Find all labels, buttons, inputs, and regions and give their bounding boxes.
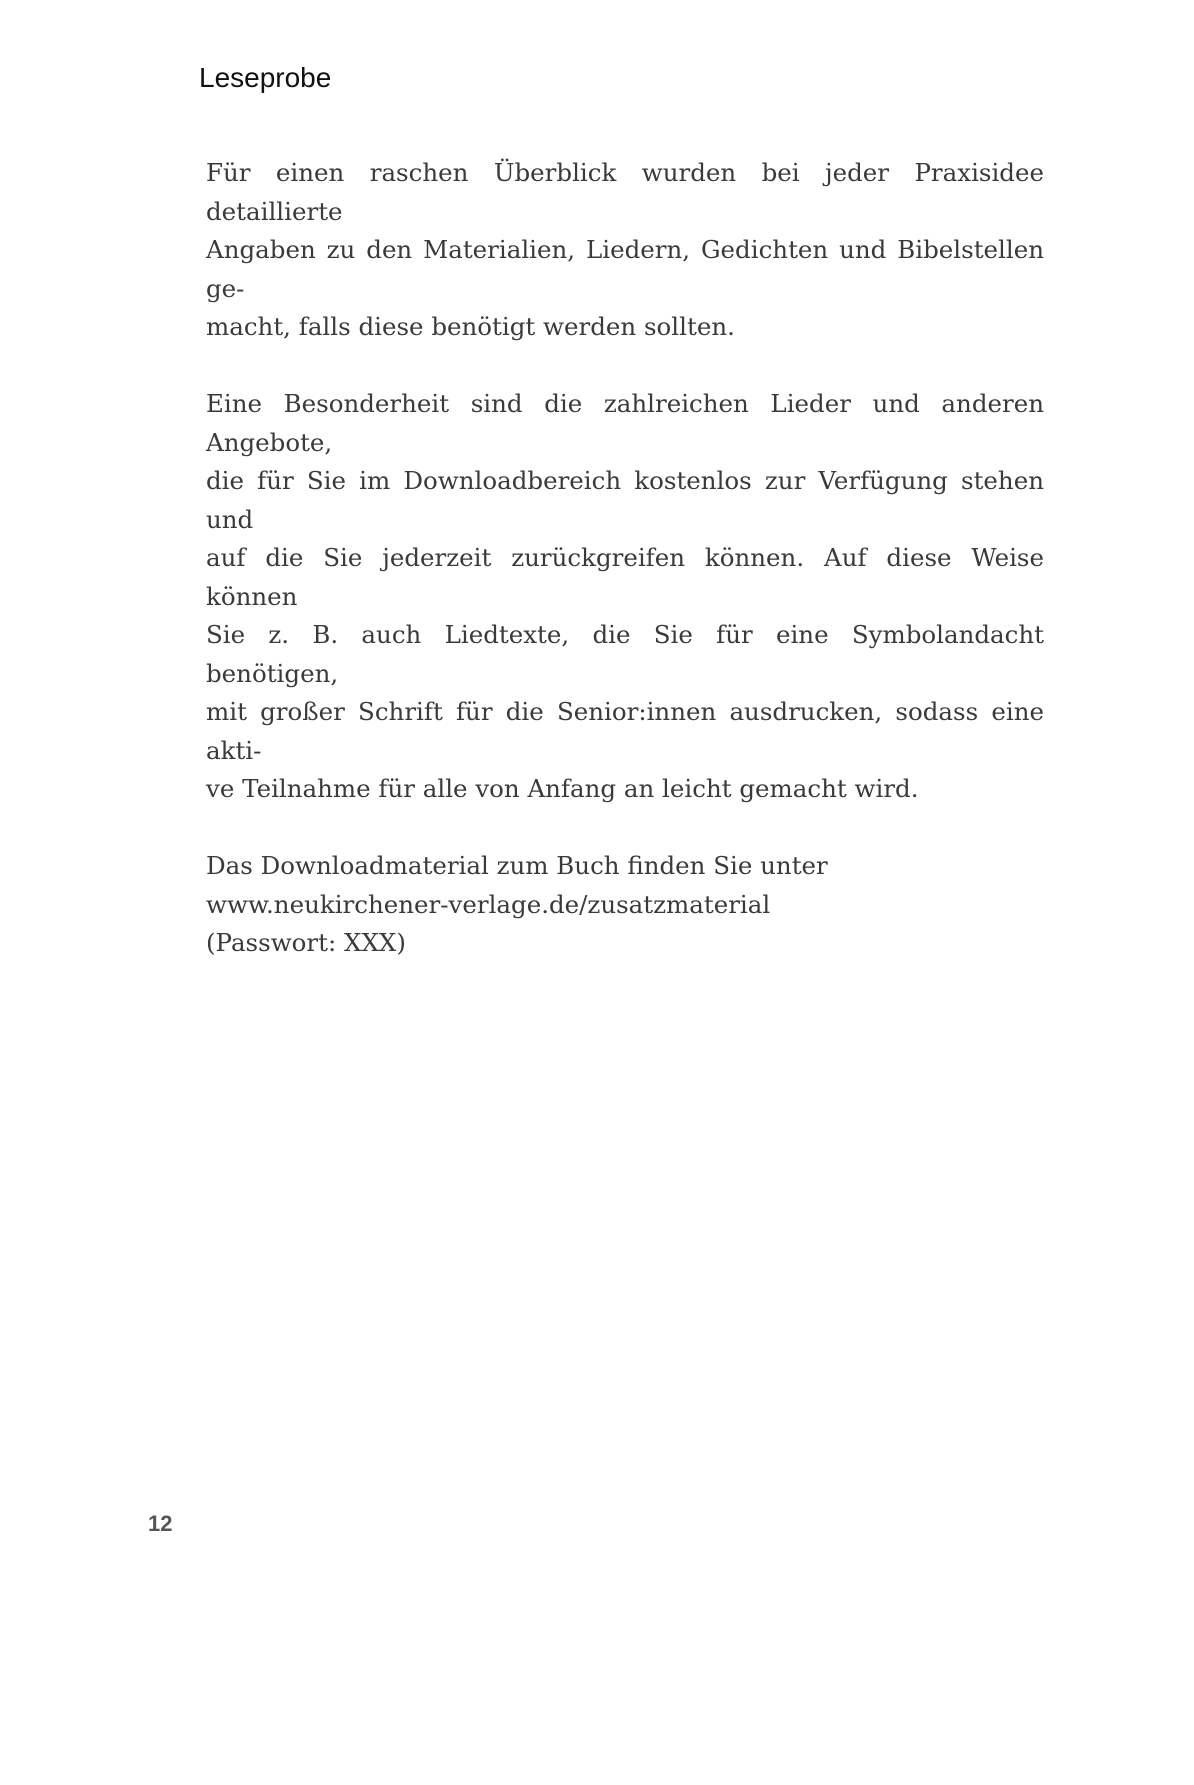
text-line: macht, falls diese benötigt werden sollten. (206, 312, 735, 341)
text-line: die für Sie im Downloadbereich kostenlos zur Verfügung stehen und (206, 466, 1044, 534)
text-line: mit großer Schrift für die Senior:innen ausdrucken, sodass eine akti- (206, 697, 1044, 765)
paragraph-downloads (206, 385, 1044, 809)
paragraph-download-link (206, 847, 1044, 963)
text-line: Sie z. B. auch Liedtexte, die Sie für eine Symbolandacht benötigen, (206, 620, 1044, 688)
paragraph-overview (206, 154, 1044, 347)
text-line: Eine Besonderheit sind die zahlreichen Lieder und anderen Angebote, (206, 389, 1044, 457)
page-header-label: Leseprobe (199, 62, 332, 93)
text-line: ve Teilnahme für alle von Anfang an leicht gemacht wird. (206, 774, 919, 803)
text-line: Das Downloadmaterial zum Buch finden Sie unter (206, 851, 828, 880)
download-url-link[interactable]: www.neukirchener-verlage.de/zusatzmaterial (206, 889, 771, 919)
text-line: Für einen raschen Überblick wurden bei jeder Praxisidee detaillierte (206, 158, 1044, 226)
text-line: Angaben zu den Materialien, Liedern, Gedichten und Bibelstellen ge- (206, 235, 1044, 303)
password-note: (Passwort: XXX) (206, 928, 406, 957)
text-line: auf die Sie jederzeit zurückgreifen können. Auf diese Weise können (206, 543, 1044, 611)
body-text (206, 154, 1044, 1001)
page-number: 12 (148, 1511, 173, 1536)
